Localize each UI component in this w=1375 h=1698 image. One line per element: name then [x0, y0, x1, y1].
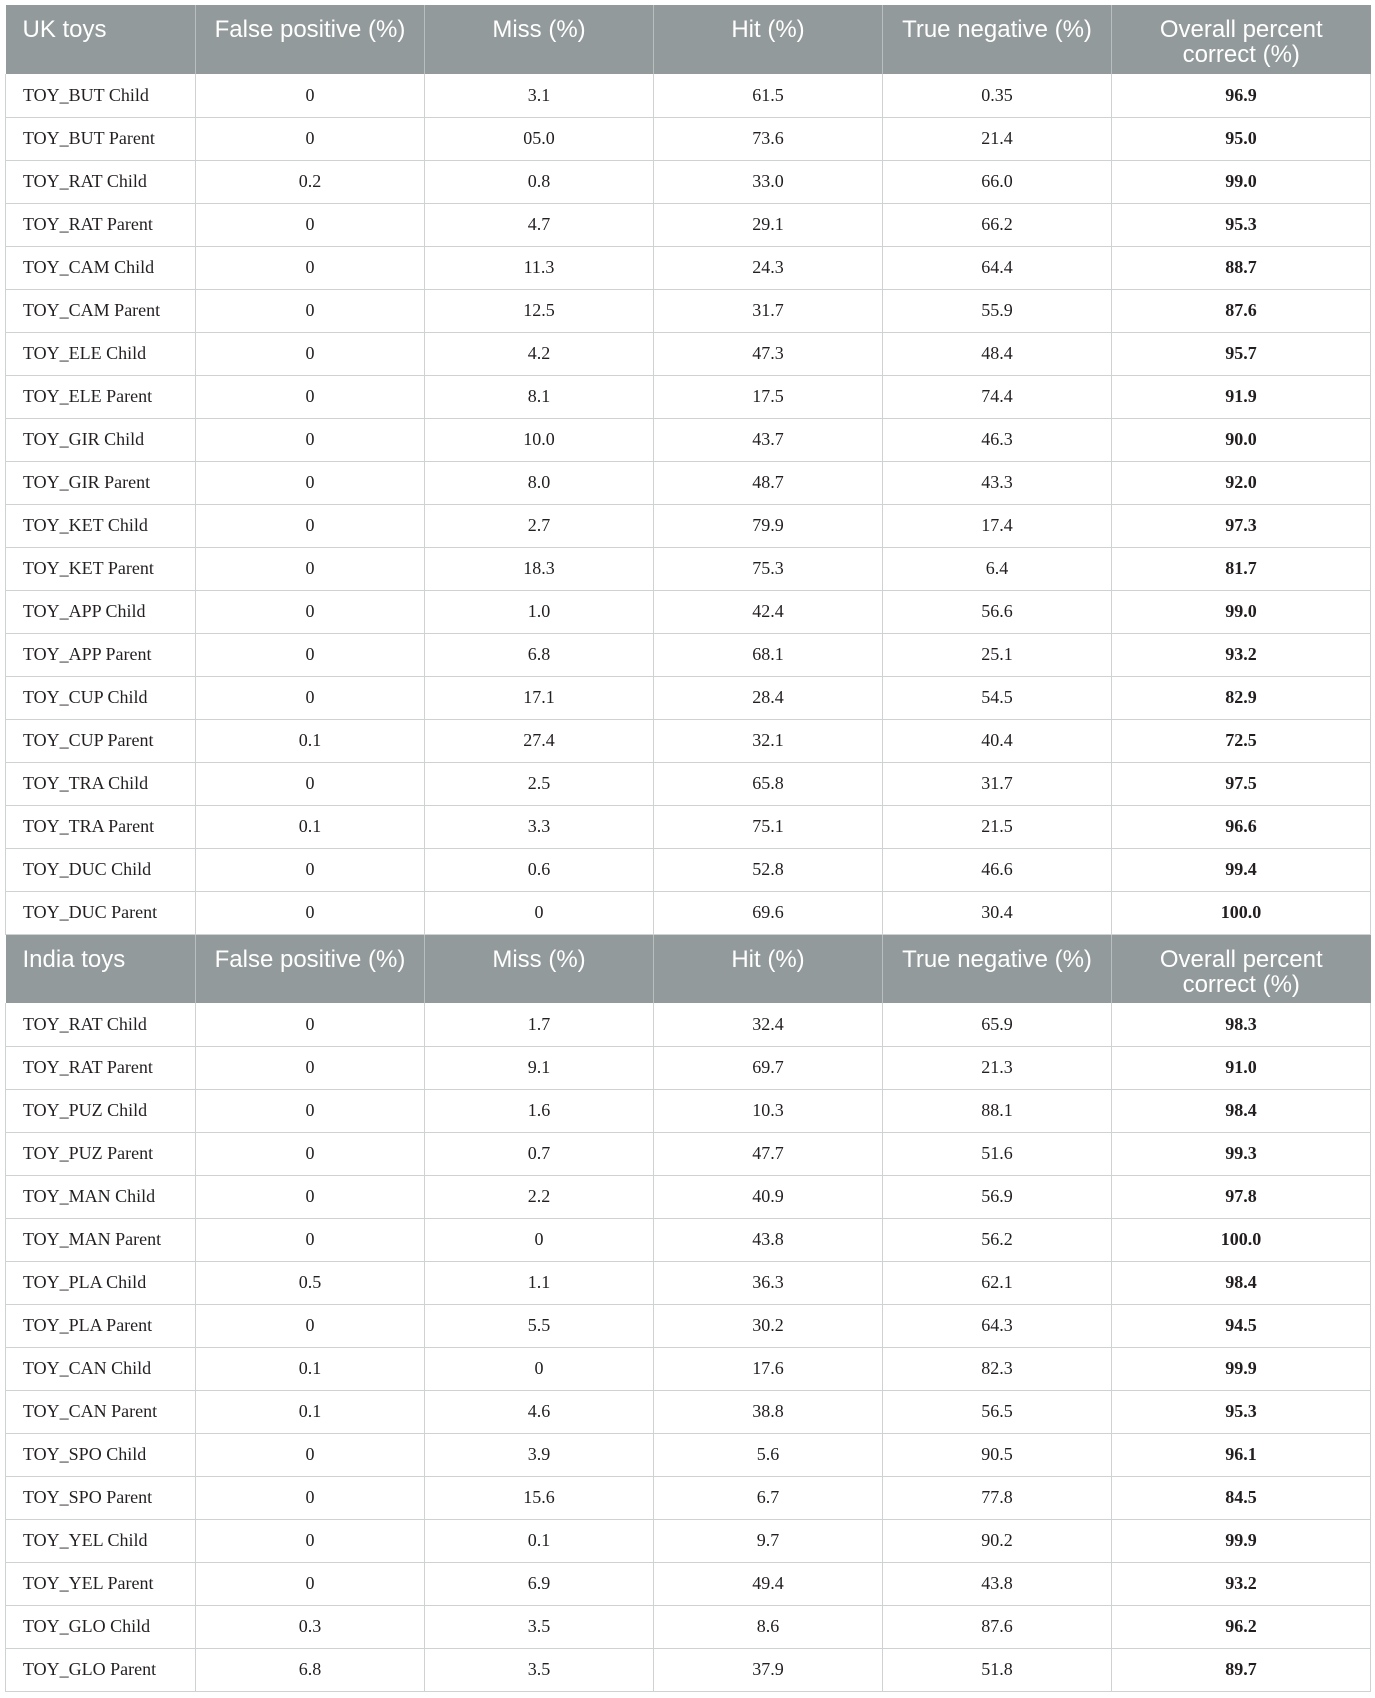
miss-cell: 15.6: [425, 1476, 654, 1519]
miss-cell: 4.6: [425, 1390, 654, 1433]
false-positive-cell: 0.1: [196, 1347, 425, 1390]
true-negative-cell: 43.3: [883, 461, 1112, 504]
hit-cell: 10.3: [654, 1089, 883, 1132]
false-positive-cell: 0: [196, 891, 425, 934]
false-positive-cell: 0: [196, 1433, 425, 1476]
true-negative-cell: 43.8: [883, 1562, 1112, 1605]
true-negative-cell: 66.2: [883, 203, 1112, 246]
true-negative-cell: 46.3: [883, 418, 1112, 461]
hit-cell: 38.8: [654, 1390, 883, 1433]
table-row: [6, 1347, 1371, 1390]
miss-cell: 3.9: [425, 1433, 654, 1476]
hit-cell: 42.4: [654, 590, 883, 633]
toy-name-cell: TOY_SPO Parent: [6, 1476, 196, 1519]
miss-cell: 0.8: [425, 160, 654, 203]
miss-cell: 6.9: [425, 1562, 654, 1605]
true-negative-cell: 17.4: [883, 504, 1112, 547]
table-row: [6, 1304, 1371, 1347]
false-positive-cell: 0: [196, 633, 425, 676]
overall-correct-cell: 98.4: [1112, 1261, 1371, 1304]
toy-name-cell: TOY_SPO Child: [6, 1433, 196, 1476]
true-negative-cell: 90.5: [883, 1433, 1112, 1476]
hit-cell: 17.6: [654, 1347, 883, 1390]
overall-correct-cell: 94.5: [1112, 1304, 1371, 1347]
true-negative-cell: 90.2: [883, 1519, 1112, 1562]
table-body: [6, 5, 1371, 1691]
toy-name-cell: TOY_ELE Parent: [6, 375, 196, 418]
true-negative-cell: 55.9: [883, 289, 1112, 332]
miss-header: Miss (%): [425, 934, 654, 1003]
hit-cell: 9.7: [654, 1519, 883, 1562]
toy-name-cell: TOY_PLA Parent: [6, 1304, 196, 1347]
false-positive-cell: 0.1: [196, 1390, 425, 1433]
miss-cell: 6.8: [425, 633, 654, 676]
overall-correct-cell: 100.0: [1112, 891, 1371, 934]
true-negative-cell: 82.3: [883, 1347, 1112, 1390]
hit-cell: 31.7: [654, 289, 883, 332]
section-label: UK toys: [6, 5, 196, 74]
false-positive-cell: 0: [196, 1476, 425, 1519]
toy-name-cell: TOY_GLO Parent: [6, 1648, 196, 1691]
hit-cell: 61.5: [654, 74, 883, 117]
miss-cell: 27.4: [425, 719, 654, 762]
table-row: [6, 375, 1371, 418]
overall-correct-cell: 95.0: [1112, 117, 1371, 160]
true-negative-cell: 56.9: [883, 1175, 1112, 1218]
table-row: [6, 504, 1371, 547]
false-positive-cell: 0: [196, 676, 425, 719]
hit-cell: 28.4: [654, 676, 883, 719]
overall-correct-cell: 99.0: [1112, 590, 1371, 633]
overall-correct-cell: 81.7: [1112, 547, 1371, 590]
toy-name-cell: TOY_RAT Parent: [6, 203, 196, 246]
overall-correct-cell: 98.4: [1112, 1089, 1371, 1132]
miss-cell: 1.0: [425, 590, 654, 633]
overall-correct-cell: 91.0: [1112, 1046, 1371, 1089]
false-positive-cell: 6.8: [196, 1648, 425, 1691]
toy-name-cell: TOY_RAT Child: [6, 1003, 196, 1046]
true-negative-cell: 0.35: [883, 74, 1112, 117]
false-positive-cell: 0: [196, 246, 425, 289]
hit-cell: 30.2: [654, 1304, 883, 1347]
toy-name-cell: TOY_GIR Parent: [6, 461, 196, 504]
hit-cell: 8.6: [654, 1605, 883, 1648]
overall-correct-cell: 89.7: [1112, 1648, 1371, 1691]
hit-cell: 37.9: [654, 1648, 883, 1691]
toy-name-cell: TOY_YEL Child: [6, 1519, 196, 1562]
overall-correct-cell: 95.3: [1112, 1390, 1371, 1433]
hit-cell: 79.9: [654, 504, 883, 547]
miss-cell: 05.0: [425, 117, 654, 160]
miss-cell: 11.3: [425, 246, 654, 289]
overall-correct-cell: 84.5: [1112, 1476, 1371, 1519]
toy-name-cell: TOY_BUT Child: [6, 74, 196, 117]
overall-correct-cell: 72.5: [1112, 719, 1371, 762]
hit-cell: 69.7: [654, 1046, 883, 1089]
table-row: [6, 633, 1371, 676]
false-positive-cell: 0: [196, 117, 425, 160]
overall-correct-cell: 99.0: [1112, 160, 1371, 203]
false-positive-cell: 0: [196, 590, 425, 633]
toy-name-cell: TOY_DUC Child: [6, 848, 196, 891]
miss-cell: 8.1: [425, 375, 654, 418]
overall-correct-cell: 99.9: [1112, 1347, 1371, 1390]
false-positive-cell: 0: [196, 418, 425, 461]
overall-correct-cell: 99.9: [1112, 1519, 1371, 1562]
false-positive-cell: 0: [196, 1218, 425, 1261]
toy-name-cell: TOY_KET Parent: [6, 547, 196, 590]
miss-cell: 0.1: [425, 1519, 654, 1562]
hit-cell: 32.4: [654, 1003, 883, 1046]
table-row: [6, 1046, 1371, 1089]
table-row: [6, 203, 1371, 246]
results-table: [5, 5, 1371, 1692]
false-positive-cell: 0.3: [196, 1605, 425, 1648]
table-row: [6, 1519, 1371, 1562]
true-negative-cell: 56.6: [883, 590, 1112, 633]
false-positive-cell: 0: [196, 1003, 425, 1046]
miss-cell: 0: [425, 1218, 654, 1261]
true-negative-cell: 74.4: [883, 375, 1112, 418]
hit-cell: 65.8: [654, 762, 883, 805]
overall-correct-cell: 99.3: [1112, 1132, 1371, 1175]
true-negative-cell: 77.8: [883, 1476, 1112, 1519]
hit-cell: 24.3: [654, 246, 883, 289]
true-negative-cell: 64.4: [883, 246, 1112, 289]
overall-correct-cell: 99.4: [1112, 848, 1371, 891]
hit-cell: 33.0: [654, 160, 883, 203]
table-row: [6, 1218, 1371, 1261]
hit-cell: 68.1: [654, 633, 883, 676]
overall-correct-cell: 97.5: [1112, 762, 1371, 805]
table-row: [6, 246, 1371, 289]
false-positive-cell: 0.1: [196, 805, 425, 848]
hit-cell: 47.3: [654, 332, 883, 375]
toy-name-cell: TOY_CAM Child: [6, 246, 196, 289]
false-positive-cell: 0: [196, 1132, 425, 1175]
overall-correct-cell: 91.9: [1112, 375, 1371, 418]
table-row: [6, 160, 1371, 203]
section-label: India toys: [6, 934, 196, 1003]
true-negative-cell: 51.6: [883, 1132, 1112, 1175]
table-row: [6, 805, 1371, 848]
true-negative-cell: 6.4: [883, 547, 1112, 590]
toy-name-cell: TOY_CAN Child: [6, 1347, 196, 1390]
toy-name-cell: TOY_BUT Parent: [6, 117, 196, 160]
miss-cell: 3.3: [425, 805, 654, 848]
hit-cell: 48.7: [654, 461, 883, 504]
table-row: [6, 74, 1371, 117]
miss-cell: 1.1: [425, 1261, 654, 1304]
true-negative-cell: 51.8: [883, 1648, 1112, 1691]
toy-name-cell: TOY_TRA Child: [6, 762, 196, 805]
hit-cell: 69.6: [654, 891, 883, 934]
table-row: [6, 289, 1371, 332]
false-positive-cell: 0: [196, 1089, 425, 1132]
hit-cell: 47.7: [654, 1132, 883, 1175]
true-negative-cell: 65.9: [883, 1003, 1112, 1046]
table-row: [6, 719, 1371, 762]
table-row: [6, 1476, 1371, 1519]
overall-correct-cell: 95.7: [1112, 332, 1371, 375]
miss-cell: 0.7: [425, 1132, 654, 1175]
miss-cell: 3.5: [425, 1605, 654, 1648]
true-negative-cell: 21.3: [883, 1046, 1112, 1089]
toy-name-cell: TOY_RAT Child: [6, 160, 196, 203]
toy-name-cell: TOY_APP Parent: [6, 633, 196, 676]
section-header-row: [6, 934, 1371, 1003]
true-negative-cell: 62.1: [883, 1261, 1112, 1304]
miss-cell: 3.1: [425, 74, 654, 117]
toy-name-cell: TOY_MAN Child: [6, 1175, 196, 1218]
true-negative-cell: 66.0: [883, 160, 1112, 203]
false-positive-cell: 0: [196, 1562, 425, 1605]
true-negative-cell: 25.1: [883, 633, 1112, 676]
miss-cell: 8.0: [425, 461, 654, 504]
table-row: [6, 1648, 1371, 1691]
false-positive-cell: 0: [196, 461, 425, 504]
overall-correct-header: Overall percent correct (%): [1112, 5, 1371, 74]
table-row: [6, 1089, 1371, 1132]
table-row: [6, 117, 1371, 160]
miss-cell: 5.5: [425, 1304, 654, 1347]
overall-correct-cell: 96.1: [1112, 1433, 1371, 1476]
hit-cell: 17.5: [654, 375, 883, 418]
miss-cell: 12.5: [425, 289, 654, 332]
table-row: [6, 332, 1371, 375]
false-positive-cell: 0: [196, 1046, 425, 1089]
true-negative-cell: 48.4: [883, 332, 1112, 375]
overall-correct-cell: 93.2: [1112, 1562, 1371, 1605]
hit-cell: 43.7: [654, 418, 883, 461]
miss-cell: 17.1: [425, 676, 654, 719]
table-row: [6, 891, 1371, 934]
table-row: [6, 762, 1371, 805]
overall-correct-cell: 98.3: [1112, 1003, 1371, 1046]
overall-correct-cell: 96.2: [1112, 1605, 1371, 1648]
false-positive-header: False positive (%): [196, 934, 425, 1003]
toy-name-cell: TOY_CAN Parent: [6, 1390, 196, 1433]
table-row: [6, 418, 1371, 461]
false-positive-cell: 0.5: [196, 1261, 425, 1304]
miss-header: Miss (%): [425, 5, 654, 74]
miss-cell: 1.7: [425, 1003, 654, 1046]
overall-correct-header: Overall percent correct (%): [1112, 934, 1371, 1003]
table-row: [6, 1562, 1371, 1605]
hit-cell: 32.1: [654, 719, 883, 762]
false-positive-cell: 0: [196, 1304, 425, 1347]
table-row: [6, 1390, 1371, 1433]
toy-name-cell: TOY_GLO Child: [6, 1605, 196, 1648]
false-positive-cell: 0: [196, 504, 425, 547]
hit-cell: 75.1: [654, 805, 883, 848]
toy-name-cell: TOY_PLA Child: [6, 1261, 196, 1304]
true-negative-cell: 64.3: [883, 1304, 1112, 1347]
hit-cell: 49.4: [654, 1562, 883, 1605]
toy-name-cell: TOY_PUZ Parent: [6, 1132, 196, 1175]
table-row: [6, 1605, 1371, 1648]
false-positive-cell: 0: [196, 375, 425, 418]
miss-cell: 0: [425, 891, 654, 934]
miss-cell: 2.7: [425, 504, 654, 547]
table-row: [6, 1433, 1371, 1476]
hit-header: Hit (%): [654, 5, 883, 74]
false-positive-header: False positive (%): [196, 5, 425, 74]
hit-cell: 43.8: [654, 1218, 883, 1261]
miss-cell: 18.3: [425, 547, 654, 590]
hit-cell: 75.3: [654, 547, 883, 590]
table-row: [6, 590, 1371, 633]
toy-name-cell: TOY_GIR Child: [6, 418, 196, 461]
table-row: [6, 1132, 1371, 1175]
table-row: [6, 676, 1371, 719]
hit-cell: 36.3: [654, 1261, 883, 1304]
table-row: [6, 848, 1371, 891]
toy-name-cell: TOY_TRA Parent: [6, 805, 196, 848]
miss-cell: 10.0: [425, 418, 654, 461]
hit-cell: 29.1: [654, 203, 883, 246]
overall-correct-cell: 97.3: [1112, 504, 1371, 547]
overall-correct-cell: 87.6: [1112, 289, 1371, 332]
hit-cell: 6.7: [654, 1476, 883, 1519]
true-negative-cell: 46.6: [883, 848, 1112, 891]
true-negative-cell: 21.4: [883, 117, 1112, 160]
true-negative-cell: 40.4: [883, 719, 1112, 762]
table-row: [6, 461, 1371, 504]
false-positive-cell: 0.1: [196, 719, 425, 762]
miss-cell: 0: [425, 1347, 654, 1390]
toy-name-cell: TOY_RAT Parent: [6, 1046, 196, 1089]
true-negative-cell: 88.1: [883, 1089, 1112, 1132]
false-positive-cell: 0.2: [196, 160, 425, 203]
overall-correct-cell: 88.7: [1112, 246, 1371, 289]
toy-name-cell: TOY_ELE Child: [6, 332, 196, 375]
toy-name-cell: TOY_APP Child: [6, 590, 196, 633]
miss-cell: 3.5: [425, 1648, 654, 1691]
false-positive-cell: 0: [196, 848, 425, 891]
overall-correct-cell: 95.3: [1112, 203, 1371, 246]
toy-name-cell: TOY_MAN Parent: [6, 1218, 196, 1261]
overall-correct-cell: 92.0: [1112, 461, 1371, 504]
overall-correct-cell: 93.2: [1112, 633, 1371, 676]
overall-correct-cell: 90.0: [1112, 418, 1371, 461]
toy-name-cell: TOY_DUC Parent: [6, 891, 196, 934]
miss-cell: 2.2: [425, 1175, 654, 1218]
table-row: [6, 547, 1371, 590]
hit-cell: 73.6: [654, 117, 883, 160]
toy-name-cell: TOY_CUP Parent: [6, 719, 196, 762]
table-row: [6, 1003, 1371, 1046]
toy-name-cell: TOY_CAM Parent: [6, 289, 196, 332]
false-positive-cell: 0: [196, 1175, 425, 1218]
table-row: [6, 1175, 1371, 1218]
false-positive-cell: 0: [196, 547, 425, 590]
false-positive-cell: 0: [196, 289, 425, 332]
toy-name-cell: TOY_YEL Parent: [6, 1562, 196, 1605]
false-positive-cell: 0: [196, 762, 425, 805]
miss-cell: 4.7: [425, 203, 654, 246]
true-negative-cell: 54.5: [883, 676, 1112, 719]
miss-cell: 4.2: [425, 332, 654, 375]
true-negative-cell: 56.2: [883, 1218, 1112, 1261]
true-negative-cell: 21.5: [883, 805, 1112, 848]
miss-cell: 9.1: [425, 1046, 654, 1089]
miss-cell: 2.5: [425, 762, 654, 805]
table-row: [6, 1261, 1371, 1304]
hit-cell: 5.6: [654, 1433, 883, 1476]
true-negative-header: True negative (%): [883, 934, 1112, 1003]
true-negative-header: True negative (%): [883, 5, 1112, 74]
toy-name-cell: TOY_KET Child: [6, 504, 196, 547]
false-positive-cell: 0: [196, 1519, 425, 1562]
overall-correct-cell: 96.6: [1112, 805, 1371, 848]
false-positive-cell: 0: [196, 332, 425, 375]
true-negative-cell: 30.4: [883, 891, 1112, 934]
toy-name-cell: TOY_CUP Child: [6, 676, 196, 719]
hit-header: Hit (%): [654, 934, 883, 1003]
hit-cell: 52.8: [654, 848, 883, 891]
false-positive-cell: 0: [196, 74, 425, 117]
true-negative-cell: 56.5: [883, 1390, 1112, 1433]
miss-cell: 0.6: [425, 848, 654, 891]
overall-correct-cell: 100.0: [1112, 1218, 1371, 1261]
toy-name-cell: TOY_PUZ Child: [6, 1089, 196, 1132]
overall-correct-cell: 82.9: [1112, 676, 1371, 719]
overall-correct-cell: 97.8: [1112, 1175, 1371, 1218]
true-negative-cell: 31.7: [883, 762, 1112, 805]
overall-correct-cell: 96.9: [1112, 74, 1371, 117]
section-header-row: [6, 5, 1371, 74]
false-positive-cell: 0: [196, 203, 425, 246]
true-negative-cell: 87.6: [883, 1605, 1112, 1648]
hit-cell: 40.9: [654, 1175, 883, 1218]
miss-cell: 1.6: [425, 1089, 654, 1132]
